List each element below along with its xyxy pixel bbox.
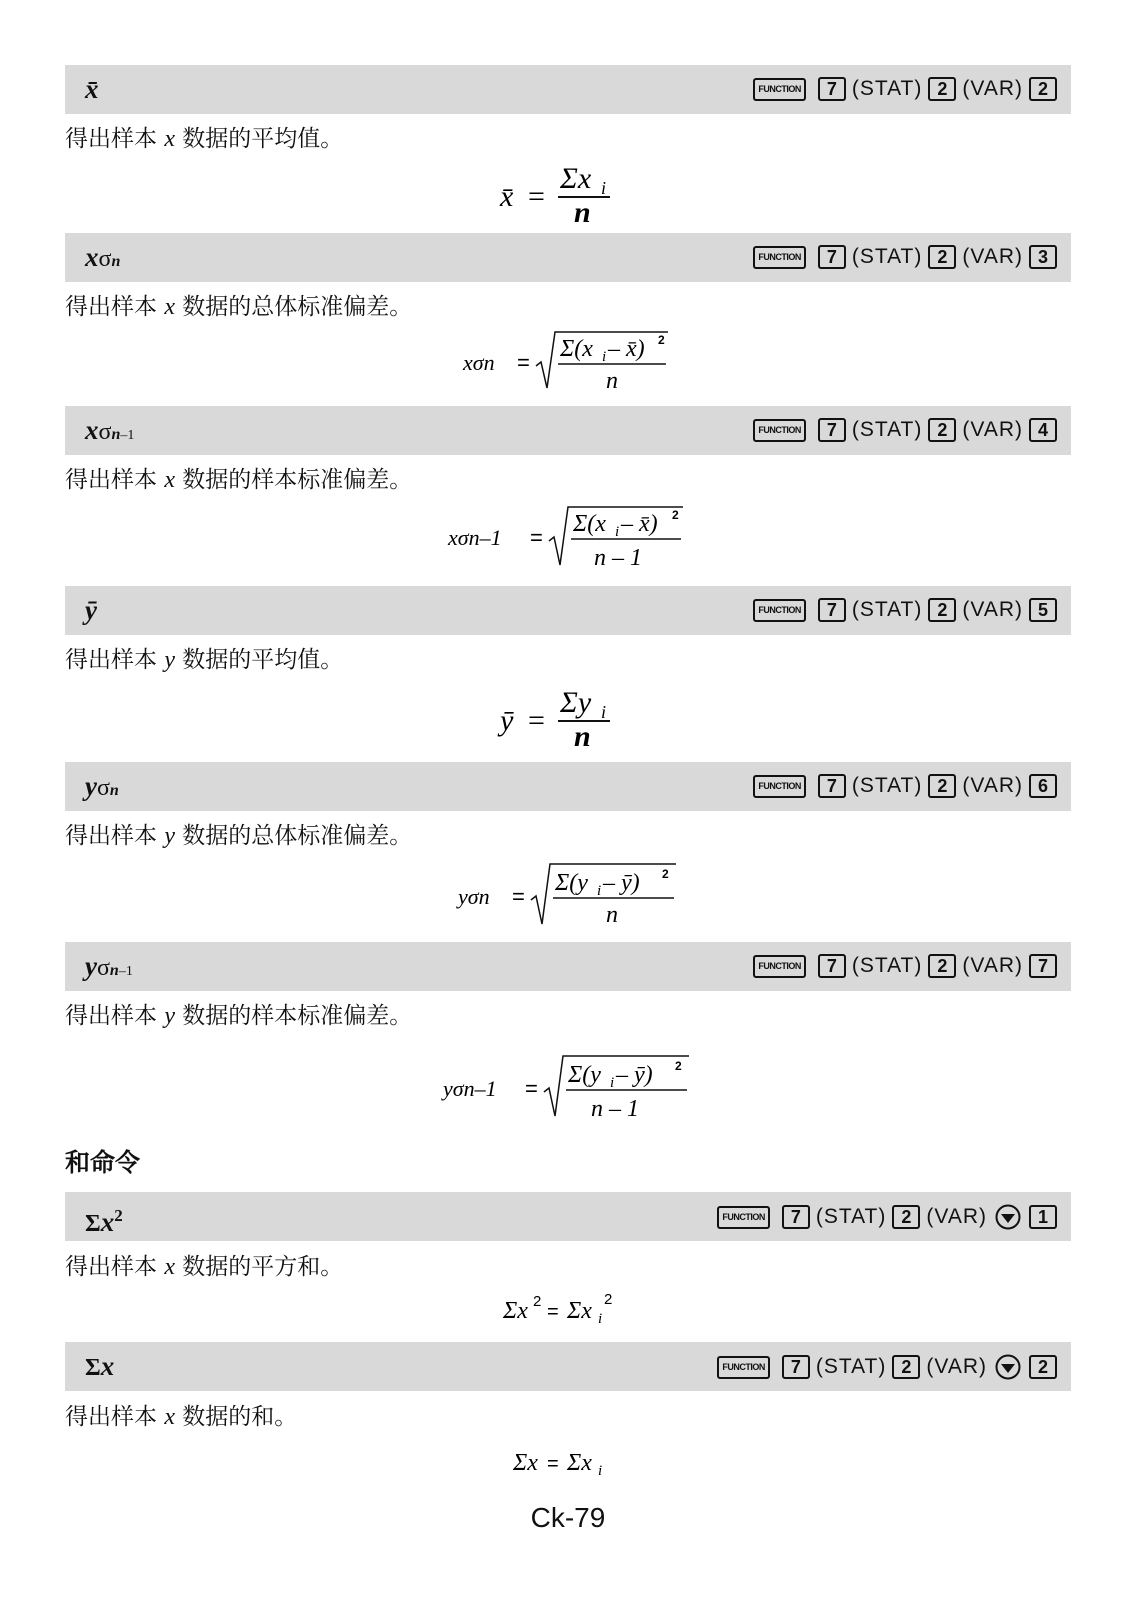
formula-eq: = xyxy=(547,1453,559,1475)
section-header-xbar xyxy=(65,65,1071,114)
symbol-xsigman: xσn xyxy=(85,242,121,272)
key-sequence xyxy=(753,954,1057,978)
stat-label: (STAT) xyxy=(851,245,923,268)
description-sumx: 得出样本 x 数据的和。 xyxy=(65,1404,298,1430)
formula-square: 2 xyxy=(658,333,665,347)
formula-square: 2 xyxy=(672,508,679,522)
function-key: FUNCTION xyxy=(753,599,806,622)
symbol-xsigman1: xσn–1 xyxy=(85,415,135,445)
key-2: 2 xyxy=(928,954,956,978)
section-header-ysigman xyxy=(65,762,1071,811)
formula-numerator: Σ(y xyxy=(555,870,588,896)
formula-denominator: n xyxy=(574,196,591,229)
var-label: (VAR) xyxy=(962,418,1023,441)
formula-lhs: yσn xyxy=(458,884,490,909)
var-label: (VAR) xyxy=(962,954,1023,977)
key-7: 7 xyxy=(782,1355,810,1379)
key-sequence xyxy=(753,245,1057,269)
var-label: (VAR) xyxy=(962,245,1023,268)
formula-sub: i xyxy=(597,883,602,899)
description-xsigman: 得出样本 x 数据的总体标准偏差。 xyxy=(65,294,413,320)
stat-label: (STAT) xyxy=(851,774,923,797)
formula-sub: i xyxy=(615,524,620,540)
description-sumx2: 得出样本 x 数据的平方和。 xyxy=(65,1254,344,1280)
formula-sub: i xyxy=(602,349,607,365)
formula-lhs: x̄ xyxy=(500,180,514,213)
key-2: 2 xyxy=(928,774,956,798)
stat-label: (STAT) xyxy=(851,77,923,100)
description-ysigman: 得出样本 y 数据的总体标准偏差。 xyxy=(65,823,413,849)
formula-denominator: n xyxy=(606,902,618,928)
section-header-xsigman1 xyxy=(65,406,1071,455)
key-sequence xyxy=(753,598,1057,622)
key-2: 2 xyxy=(892,1355,920,1379)
formula-denominator: n xyxy=(606,368,618,394)
section-header-ysigman1 xyxy=(65,942,1071,991)
formula-lhs: xσn xyxy=(463,350,495,375)
formula-sub: i xyxy=(601,178,607,198)
formula-lhs: ȳ xyxy=(500,704,514,737)
formula-denominator: n – 1 xyxy=(594,545,642,571)
key-last: 6 xyxy=(1029,774,1057,798)
formula-sub: i xyxy=(601,702,607,722)
stat-label: (STAT) xyxy=(815,1205,887,1228)
function-key: FUNCTION xyxy=(753,419,806,442)
description-ysigman1: 得出样本 y 数据的样本标准偏差。 xyxy=(65,1003,413,1029)
page-number: Ck-79 xyxy=(530,1502,606,1533)
key-7: 7 xyxy=(782,1205,810,1229)
var-label: (VAR) xyxy=(962,77,1023,100)
description-xsigman1: 得出样本 x 数据的样本标准偏差。 xyxy=(65,467,413,493)
formula-rhs-sub: i xyxy=(598,1463,603,1479)
formula-eq: = xyxy=(530,525,543,550)
formula-eq: = xyxy=(528,704,545,737)
symbol-sumx: Σx xyxy=(85,1351,115,1381)
formula-sub: i xyxy=(610,1075,615,1091)
formula-square: 2 xyxy=(675,1059,682,1073)
key-7: 7 xyxy=(818,418,846,442)
formula-numerator-rest: – ȳ) xyxy=(603,870,640,896)
formula-denominator: n – 1 xyxy=(591,1096,639,1122)
function-key: FUNCTION xyxy=(717,1356,770,1379)
formula-eq: = xyxy=(528,180,545,213)
formula-lhs-sup: 2 xyxy=(533,1293,542,1310)
key-2: 2 xyxy=(928,77,956,101)
formula-lhs: yσn–1 xyxy=(443,1076,497,1101)
section-header-sumx2 xyxy=(65,1192,1071,1241)
stat-label: (STAT) xyxy=(851,954,923,977)
formula-rhs: Σx xyxy=(567,1450,592,1476)
function-key: FUNCTION xyxy=(753,78,806,101)
formula-eq: = xyxy=(525,1076,538,1101)
formula-numerator-rest: – ȳ) xyxy=(616,1062,653,1088)
formula-xsigman1 xyxy=(0,501,1136,573)
symbol-xbar: x̄ xyxy=(85,74,99,104)
var-label: (VAR) xyxy=(926,1355,987,1378)
formula-rhs: Σx xyxy=(567,1298,592,1324)
key-2: 2 xyxy=(892,1205,920,1229)
key-last: 4 xyxy=(1029,418,1057,442)
function-key: FUNCTION xyxy=(753,246,806,269)
formula-xsigman xyxy=(0,326,1136,394)
symbol-ybar: ȳ xyxy=(85,595,97,625)
formula-eq: = xyxy=(512,884,525,909)
key-last: 7 xyxy=(1029,954,1057,978)
formula-rhs-sub: i xyxy=(598,1311,603,1327)
formula-sumx2 xyxy=(0,1288,1136,1328)
section-header-sumx xyxy=(65,1342,1071,1391)
formula-eq: = xyxy=(517,350,530,375)
symbol-sumx2: $\Sigma x^2$ xyxy=(85,1206,123,1237)
formula-ysigman1 xyxy=(0,1050,1136,1124)
var-label: (VAR) xyxy=(926,1205,987,1228)
formula-numerator: Σx xyxy=(560,162,592,195)
key-sequence xyxy=(753,774,1057,798)
formula-numerator: Σy xyxy=(560,686,592,719)
formula-ybar xyxy=(0,684,1136,754)
description-ybar: 得出样本 y 数据的平均值。 xyxy=(65,647,344,673)
key-last: 2 xyxy=(1029,77,1057,101)
section-heading: 和命令 xyxy=(65,1148,141,1177)
section-header-ybar xyxy=(65,586,1071,635)
key-last: 2 xyxy=(1029,1355,1057,1379)
key-sequence xyxy=(753,77,1057,101)
formula-eq: = xyxy=(547,1301,559,1323)
down-arrow-key-icon xyxy=(995,1204,1021,1230)
key-7: 7 xyxy=(818,598,846,622)
function-key: FUNCTION xyxy=(753,775,806,798)
key-2: 2 xyxy=(928,245,956,269)
down-arrow-key-icon xyxy=(995,1354,1021,1380)
key-last: 1 xyxy=(1029,1205,1057,1229)
key-7: 7 xyxy=(818,774,846,798)
formula-lhs: Σx xyxy=(503,1298,528,1324)
key-sequence xyxy=(753,418,1057,442)
description-xbar: 得出样本 x 数据的平均值。 xyxy=(65,126,344,152)
key-2: 2 xyxy=(928,418,956,442)
stat-label: (STAT) xyxy=(815,1355,887,1378)
symbol-ysigman1: yσn–1 xyxy=(85,951,133,981)
symbol-ysigman: yσn xyxy=(85,771,119,801)
formula-numerator-rest: – x̄) xyxy=(621,511,658,537)
key-7: 7 xyxy=(818,77,846,101)
key-2: 2 xyxy=(928,598,956,622)
key-sequence xyxy=(717,1354,1057,1380)
var-label: (VAR) xyxy=(962,774,1023,797)
formula-square: 2 xyxy=(662,867,669,881)
key-sequence xyxy=(717,1204,1057,1230)
formula-numerator: Σ(x xyxy=(573,511,606,537)
stat-label: (STAT) xyxy=(851,598,923,621)
key-last: 3 xyxy=(1029,245,1057,269)
formula-numerator: Σ(y xyxy=(568,1062,601,1088)
formula-lhs: xσn–1 xyxy=(448,525,502,550)
formula-numerator-rest: – x̄) xyxy=(608,336,645,362)
formula-lhs: Σx xyxy=(513,1450,538,1476)
stat-label: (STAT) xyxy=(851,418,923,441)
var-label: (VAR) xyxy=(962,598,1023,621)
formula-ysigman xyxy=(0,858,1136,930)
function-key: FUNCTION xyxy=(753,955,806,978)
formula-numerator: Σ(x xyxy=(560,336,593,362)
key-last: 5 xyxy=(1029,598,1057,622)
formula-rhs-sup: 2 xyxy=(604,1291,613,1308)
section-header-xsigman xyxy=(65,233,1071,282)
formula-denominator: n xyxy=(574,720,591,753)
formula-sumx xyxy=(0,1440,1136,1480)
key-7: 7 xyxy=(818,245,846,269)
function-key: FUNCTION xyxy=(717,1206,770,1229)
key-7: 7 xyxy=(818,954,846,978)
formula-xbar xyxy=(0,160,1136,228)
